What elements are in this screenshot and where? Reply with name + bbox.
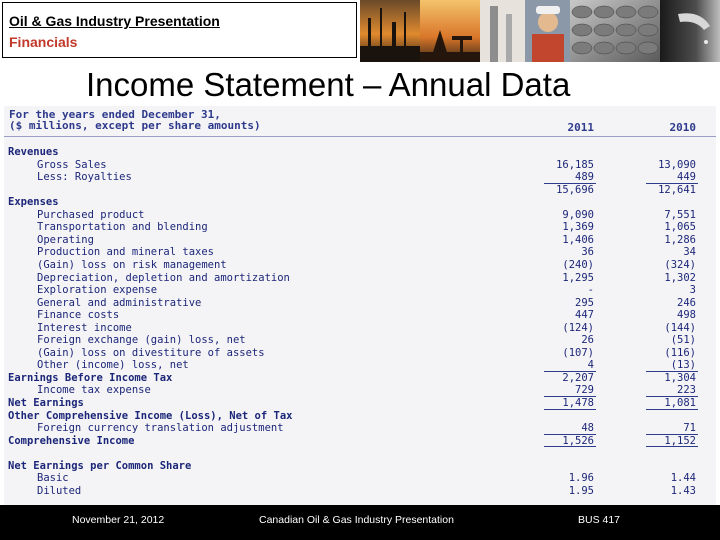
footer-course-code: BUS 417 (578, 514, 621, 526)
value-2010: 7,551 (664, 208, 696, 221)
statement-row (4, 297, 716, 310)
row-label: Depreciation, depletion and amortization (37, 271, 290, 284)
statement-row (4, 159, 716, 172)
footer-date: November 21, 2012 (72, 514, 165, 526)
value-2011: 447 (575, 309, 594, 322)
statement-row (4, 460, 716, 473)
row-label: Diluted (37, 484, 82, 497)
subtotal-rule (544, 446, 596, 447)
statement-row (4, 221, 716, 234)
subtotal-rule (544, 434, 596, 435)
value-2010: 1.44 (670, 472, 696, 485)
row-label: Net Earnings (8, 397, 84, 409)
value-2011: 1,295 (562, 271, 594, 284)
value-2010: 1,081 (664, 397, 696, 409)
statement-row (4, 372, 716, 385)
value-2011: 1.95 (568, 484, 594, 497)
statement-row (4, 209, 716, 222)
value-2010: 34 (683, 246, 696, 259)
statement-row (4, 322, 716, 335)
statement-row (4, 196, 716, 209)
row-label: Operating (37, 233, 94, 246)
subtotal-rule (544, 396, 596, 397)
statement-row (4, 259, 716, 272)
row-label: Basic (37, 472, 69, 485)
statement-row (4, 472, 716, 485)
subtotal-rule (646, 409, 698, 410)
value-2010: 223 (677, 384, 696, 397)
header-bar (0, 0, 720, 62)
value-2011: 295 (575, 296, 594, 309)
income-statement-table (4, 106, 716, 506)
value-2011: 1,478 (562, 397, 594, 409)
photo-collage-image (360, 0, 720, 62)
subtotal-rule (646, 396, 698, 397)
row-label: Revenues (8, 146, 59, 158)
value-2011: 729 (575, 384, 594, 397)
value-2011: 9,090 (562, 208, 594, 221)
value-2010: 71 (683, 422, 696, 435)
value-2010: (144) (664, 321, 696, 334)
value-2010: 1,065 (664, 221, 696, 234)
value-2010: 1.43 (670, 484, 696, 497)
footer-bar (0, 505, 720, 540)
value-2010: 1,302 (664, 271, 696, 284)
footer-presentation-name: Canadian Oil & Gas Industry Presentation (259, 514, 454, 526)
subtotal-rule (544, 409, 596, 410)
statement-row (4, 246, 716, 259)
row-label: Finance costs (37, 309, 120, 322)
value-2011: 1,526 (562, 434, 594, 447)
value-2011: 1,369 (562, 221, 594, 234)
statement-row (4, 284, 716, 297)
statement-row (4, 146, 716, 159)
value-2011: 15,696 (556, 183, 594, 196)
value-2010: 246 (677, 296, 696, 309)
value-2010: 498 (677, 309, 696, 322)
subtotal-rule (646, 371, 698, 372)
value-2011: 1,406 (562, 233, 594, 246)
statement-heading: For the years ended December 31, (9, 108, 221, 121)
statement-row (4, 435, 716, 448)
value-2010: (324) (664, 258, 696, 271)
row-label: Expenses (8, 196, 59, 209)
statement-row (4, 384, 716, 397)
row-label: Net Earnings per Common Share (8, 459, 192, 472)
value-2011: (240) (562, 258, 594, 271)
row-label: Exploration expense (37, 284, 158, 297)
subtotal-rule (646, 183, 698, 184)
value-2010: 12,641 (658, 183, 696, 196)
value-2010: 1,286 (664, 233, 696, 246)
value-2011: - (587, 284, 594, 297)
year-column-2010: 2010 (669, 121, 696, 134)
statement-row (4, 485, 716, 498)
row-label: Gross Sales (37, 158, 107, 171)
value-2010: 1,304 (664, 371, 696, 384)
title-box (2, 2, 357, 58)
presentation-title: Oil & Gas Industry Presentation (9, 13, 220, 29)
subtotal-rule (544, 371, 596, 372)
statement-row (4, 347, 716, 360)
row-label: (Gain) loss on risk management (37, 258, 227, 271)
statement-row (4, 359, 716, 372)
value-2010: (13) (670, 359, 696, 372)
row-label: Comprehensive Income (8, 434, 135, 447)
row-label: Purchased product (37, 208, 145, 221)
header-photo-strip (360, 0, 720, 62)
statement-row (4, 234, 716, 247)
subtotal-rule (646, 446, 698, 447)
value-2011: 1.96 (568, 472, 594, 485)
value-2011: 2,207 (562, 371, 594, 384)
statement-units: ($ millions, except per share amounts) (9, 119, 261, 132)
row-label: General and administrative (37, 296, 202, 309)
value-2011: 26 (581, 334, 594, 347)
row-label: Interest income (37, 321, 132, 334)
value-2010: (51) (670, 334, 696, 347)
value-2010: 13,090 (658, 158, 696, 171)
value-2010: 449 (677, 171, 696, 184)
value-2011: 16,185 (556, 158, 594, 171)
statement-row (4, 410, 716, 423)
value-2010: 3 (689, 284, 696, 297)
row-label: Production and mineral taxes (37, 246, 215, 259)
year-column-2011: 2011 (567, 121, 594, 134)
statement-row (4, 334, 716, 347)
row-label: Earnings Before Income Tax (8, 371, 173, 384)
subtotal-rule (646, 434, 698, 435)
value-2011: (107) (562, 346, 594, 359)
row-label: Other (income) loss, net (37, 359, 189, 372)
statement-row (4, 171, 716, 184)
statement-row (4, 447, 716, 460)
statement-row (4, 184, 716, 197)
row-label: Other Comprehensive Income (Loss), Net of Tax (8, 409, 293, 422)
statement-row (4, 272, 716, 285)
row-label: Foreign currency translation adjustment (37, 422, 284, 435)
row-label: Transportation and blending (37, 221, 208, 234)
subtotal-rule (544, 183, 596, 184)
value-2011: (124) (562, 321, 594, 334)
section-subtitle: Financials (9, 34, 78, 50)
value-2011: 48 (581, 422, 594, 435)
statement-row (4, 309, 716, 322)
statement-row (4, 397, 716, 410)
value-2010: 1,152 (664, 434, 696, 447)
row-label: Less: Royalties (37, 171, 132, 184)
value-2011: 36 (581, 246, 594, 259)
row-label: (Gain) loss on divestiture of assets (37, 346, 265, 359)
row-label: Foreign exchange (gain) loss, net (37, 334, 246, 347)
row-label: Income tax expense (37, 384, 151, 397)
value-2011: 4 (587, 359, 594, 372)
slide-title: Income Statement – Annual Data (86, 66, 571, 103)
value-2010: (116) (664, 346, 696, 359)
statement-row (4, 422, 716, 435)
header-divider (4, 136, 716, 137)
value-2011: 489 (575, 171, 594, 184)
